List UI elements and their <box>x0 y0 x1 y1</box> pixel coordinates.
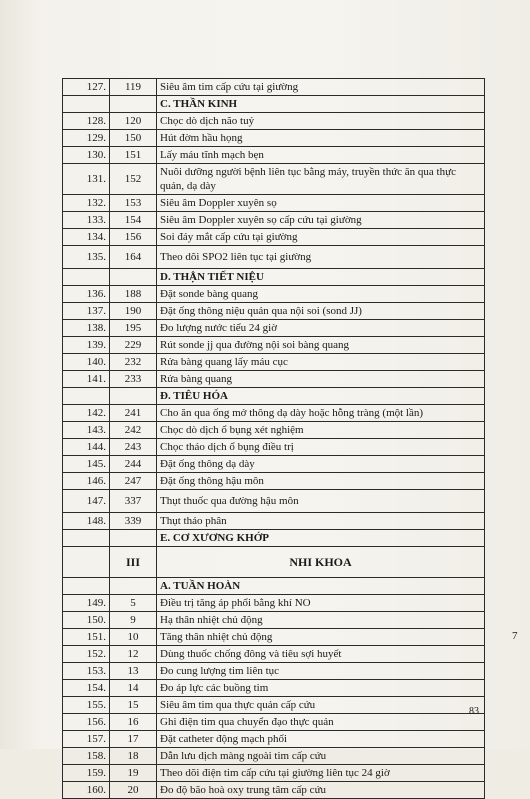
procedure-name: Cho ăn qua ống mở thông dạ dày hoặc hỗng tràng (một lần) <box>157 405 485 422</box>
row-number: 147. <box>63 490 110 513</box>
procedure-name: Lấy máu tĩnh mạch bẹn <box>157 147 485 164</box>
page-number: 83 <box>469 706 479 717</box>
row-number: 129. <box>63 130 110 147</box>
row-number: 159. <box>63 765 110 782</box>
procedure-name: Đặt sonde bàng quang <box>157 286 485 303</box>
department-title: NHI KHOA <box>157 547 485 578</box>
table-row <box>63 595 485 612</box>
row-number: 132. <box>63 195 110 212</box>
procedure-code: 242 <box>110 422 157 439</box>
procedure-code: 339 <box>110 513 157 530</box>
procedure-name: Soi đáy mắt cấp cứu tại giường <box>157 229 485 246</box>
section-title: C. THẦN KINH <box>157 96 485 113</box>
row-number: 135. <box>63 246 110 269</box>
procedure-name: Ghi điện tim qua chuyển đạo thực quản <box>157 714 485 731</box>
table-row <box>63 320 485 337</box>
procedure-name: Siêu âm tim qua thực quản cấp cứu <box>157 697 485 714</box>
procedure-code: 151 <box>110 147 157 164</box>
margin-mark: 7 <box>512 630 518 642</box>
row-number: 130. <box>63 147 110 164</box>
table-section-row <box>63 578 485 595</box>
row-number: 128. <box>63 113 110 130</box>
table-row <box>63 354 485 371</box>
procedure-name: Hạ thân nhiệt chủ động <box>157 612 485 629</box>
section-title: Đ. TIÊU HÓA <box>157 388 485 405</box>
table-row <box>63 130 485 147</box>
procedure-code <box>110 269 157 286</box>
procedure-code: 17 <box>110 731 157 748</box>
procedure-code <box>110 578 157 595</box>
procedure-code: 20 <box>110 782 157 799</box>
row-number <box>63 530 110 547</box>
table-row <box>63 680 485 697</box>
procedure-name: Rửa bàng quang <box>157 371 485 388</box>
procedure-name: Chọc dò dịch ổ bụng xét nghiệm <box>157 422 485 439</box>
procedure-code: 337 <box>110 490 157 513</box>
procedure-code: 5 <box>110 595 157 612</box>
table-row <box>63 439 485 456</box>
procedure-name: Đo lượng nước tiểu 24 giờ <box>157 320 485 337</box>
row-number: 144. <box>63 439 110 456</box>
row-number: 156. <box>63 714 110 731</box>
row-number: 131. <box>63 164 110 195</box>
procedure-code: 229 <box>110 337 157 354</box>
procedure-code: 120 <box>110 113 157 130</box>
procedure-code: 154 <box>110 212 157 229</box>
section-title: A. TUẦN HOÀN <box>157 578 485 595</box>
table-row <box>63 164 485 195</box>
table-row <box>63 714 485 731</box>
procedure-code: 12 <box>110 646 157 663</box>
procedure-code: 164 <box>110 246 157 269</box>
procedure-name: Rửa bàng quang lấy máu cục <box>157 354 485 371</box>
procedure-code: 16 <box>110 714 157 731</box>
row-number: 134. <box>63 229 110 246</box>
table-row <box>63 748 485 765</box>
table-row <box>63 337 485 354</box>
procedure-name: Thụt tháo phân <box>157 513 485 530</box>
procedure-table-body <box>63 79 485 799</box>
table-row <box>63 782 485 799</box>
procedure-code: 241 <box>110 405 157 422</box>
procedure-name: Đặt ống thông dạ dày <box>157 456 485 473</box>
table-row <box>63 371 485 388</box>
procedure-code: 14 <box>110 680 157 697</box>
row-number: 154. <box>63 680 110 697</box>
procedure-name: Dẫn lưu dịch màng ngoài tim cấp cứu <box>157 748 485 765</box>
procedure-name: Đặt catheter động mạch phổi <box>157 731 485 748</box>
table-row <box>63 246 485 269</box>
row-number: 141. <box>63 371 110 388</box>
row-number: 143. <box>63 422 110 439</box>
section-title: E. CƠ XƯƠNG KHỚP <box>157 530 485 547</box>
procedure-code: 152 <box>110 164 157 195</box>
procedure-code: 190 <box>110 303 157 320</box>
table-row <box>63 212 485 229</box>
table-row <box>63 629 485 646</box>
procedure-name: Đặt ống thông niệu quản qua nội soi (sond JJ) <box>157 303 485 320</box>
row-number: 133. <box>63 212 110 229</box>
procedure-code: 13 <box>110 663 157 680</box>
procedure-table <box>62 78 485 799</box>
row-number: 146. <box>63 473 110 490</box>
procedure-code: 247 <box>110 473 157 490</box>
table-row <box>63 229 485 246</box>
table-row <box>63 286 485 303</box>
row-number: 139. <box>63 337 110 354</box>
table-row <box>63 147 485 164</box>
table-row <box>63 405 485 422</box>
row-number: 145. <box>63 456 110 473</box>
table-section-row <box>63 388 485 405</box>
row-number: 149. <box>63 595 110 612</box>
table-row <box>63 612 485 629</box>
row-number: 153. <box>63 663 110 680</box>
row-number: 127. <box>63 79 110 96</box>
procedure-code: 244 <box>110 456 157 473</box>
procedure-name: Thụt thuốc qua đường hậu môn <box>157 490 485 513</box>
procedure-code: 150 <box>110 130 157 147</box>
row-number: 158. <box>63 748 110 765</box>
table-row <box>63 513 485 530</box>
table-section-row <box>63 530 485 547</box>
procedure-name: Hút đờm hầu họng <box>157 130 485 147</box>
procedure-code: 195 <box>110 320 157 337</box>
row-number: 136. <box>63 286 110 303</box>
procedure-name: Theo dõi SPO2 liên tục tại giường <box>157 246 485 269</box>
procedure-code: 18 <box>110 748 157 765</box>
procedure-name: Theo dõi điện tim cấp cứu tại giường liên tục 24 giờ <box>157 765 485 782</box>
row-number <box>63 547 110 578</box>
row-number <box>63 578 110 595</box>
procedure-code: 153 <box>110 195 157 212</box>
row-number: 148. <box>63 513 110 530</box>
procedure-code: 119 <box>110 79 157 96</box>
procedure-name: Siêu âm tim cấp cứu tại giường <box>157 79 485 96</box>
row-number <box>63 96 110 113</box>
procedure-name: Dùng thuốc chống đông và tiêu sợi huyết <box>157 646 485 663</box>
table-row <box>63 663 485 680</box>
procedure-code: 233 <box>110 371 157 388</box>
procedure-code: 9 <box>110 612 157 629</box>
procedure-name: Siêu âm Doppler xuyên sọ cấp cứu tại giường <box>157 212 485 229</box>
procedure-name: Tăng thân nhiệt chủ động <box>157 629 485 646</box>
row-number: 152. <box>63 646 110 663</box>
procedure-code <box>110 96 157 113</box>
procedure-name: Đo độ bão hoà oxy trung tâm cấp cứu <box>157 782 485 799</box>
procedure-code: 15 <box>110 697 157 714</box>
procedure-code: 156 <box>110 229 157 246</box>
table-row <box>63 422 485 439</box>
row-number: 157. <box>63 731 110 748</box>
table-row <box>63 765 485 782</box>
procedure-name: Đo áp lực các buồng tim <box>157 680 485 697</box>
procedure-name: Rút sonde jj qua đường nội soi bàng quang <box>157 337 485 354</box>
procedure-name: Điều trị tăng áp phổi bằng khí NO <box>157 595 485 612</box>
row-number: 151. <box>63 629 110 646</box>
table-row <box>63 473 485 490</box>
procedure-code: 243 <box>110 439 157 456</box>
procedure-code: 10 <box>110 629 157 646</box>
row-number <box>63 269 110 286</box>
department-header-row <box>63 547 485 578</box>
procedure-code: 19 <box>110 765 157 782</box>
table-row <box>63 490 485 513</box>
row-number: 150. <box>63 612 110 629</box>
table-row <box>63 113 485 130</box>
table-row <box>63 646 485 663</box>
table-row <box>63 303 485 320</box>
procedure-code: 232 <box>110 354 157 371</box>
section-title: D. THẬN TIẾT NIỆU <box>157 269 485 286</box>
table-row <box>63 456 485 473</box>
table-row <box>63 79 485 96</box>
procedure-code <box>110 388 157 405</box>
row-number: 155. <box>63 697 110 714</box>
department-numeral: III <box>110 547 157 578</box>
procedure-name: Đặt ống thông hậu môn <box>157 473 485 490</box>
row-number: 137. <box>63 303 110 320</box>
row-number: 140. <box>63 354 110 371</box>
table-row <box>63 195 485 212</box>
procedure-name: Chọc dò dịch não tuỷ <box>157 113 485 130</box>
table-row <box>63 697 485 714</box>
table-section-row <box>63 96 485 113</box>
row-number: 138. <box>63 320 110 337</box>
row-number <box>63 388 110 405</box>
table-row <box>63 731 485 748</box>
procedure-name: Chọc tháo dịch ổ bụng điều trị <box>157 439 485 456</box>
procedure-name: Nuôi dưỡng người bệnh liên tục bằng máy, truyền thức ăn qua thực quản, dạ dày <box>157 164 485 195</box>
procedure-name: Đo cung lượng tim liên tục <box>157 663 485 680</box>
procedure-code: 188 <box>110 286 157 303</box>
row-number: 160. <box>63 782 110 799</box>
row-number: 142. <box>63 405 110 422</box>
procedure-code <box>110 530 157 547</box>
table-section-row <box>63 269 485 286</box>
procedure-name: Siêu âm Doppler xuyên sọ <box>157 195 485 212</box>
